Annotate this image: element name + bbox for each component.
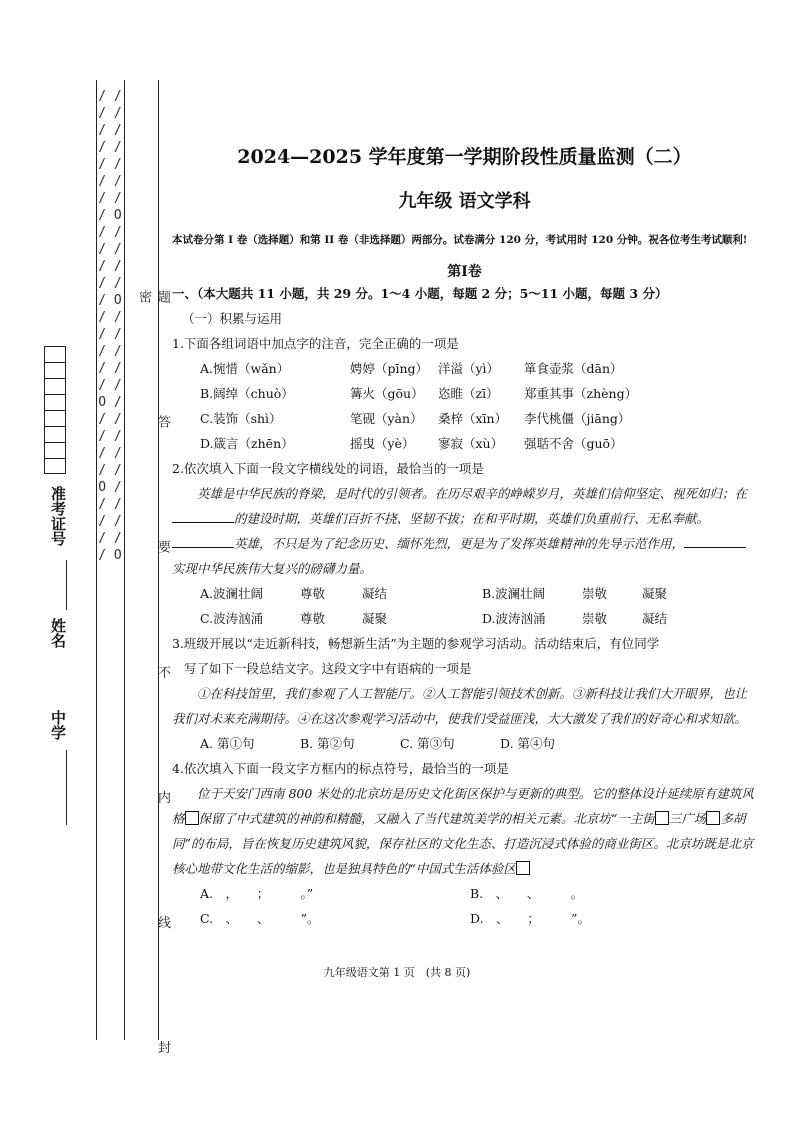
q4-option-c[interactable]: C. 、 、 ”。 [200, 911, 320, 926]
q1-option-row[interactable] [172, 431, 757, 456]
q1-option-cell: 强聒不舍（guō） [524, 436, 623, 451]
q1-option-cell: B.阔绰（chuò） [200, 386, 294, 401]
question-3-stem-line2: 写了如下一段总结文字。这段文字中有语病的一项是 [184, 661, 472, 676]
q1-option-cell: 箪食壶浆（dān） [524, 361, 623, 376]
q3-option-c[interactable]: C. 第③句 [400, 736, 455, 751]
q4-option-b[interactable]: B. 、 、 。 [470, 886, 584, 901]
question-4-passage: 位于天安门西南 800 米处的北京坊是历史文化街区保护与更新的典型。它的整体设计延续原有建筑风格 保留了中式建筑的神韵和精髓，又融入了当代建筑美学的相关元素。北京坊“一主街 三广场 多胡同”的布局，旨在恢复历史建筑风貌，保存社区的文化生态、打造沉浸式体验的商业街区。北京坊既是北京核心地带文化生活的缩影，也是独具特色的“中国式生活体验区 [172, 786, 754, 876]
punct-box-3[interactable] [706, 811, 720, 825]
question-3-stem-line1: 3.班级开展以“走近新科技，畅想新生活”为主题的参观学习活动。活动结束后，有位同学 [172, 636, 660, 651]
q2-option-cell: D.波涛汹涌 [482, 611, 546, 626]
section-heading: 一、（本大题共 11 小题，共 29 分。1～4 小题，每题 2 分；5～11 小题，每题 3 分） [172, 286, 668, 301]
punct-box-2[interactable] [655, 811, 669, 825]
q1-option-cell: 郑重其事（zhèng） [524, 386, 638, 401]
question-1-stem: 1.下面各组词语中加点字的注音，完全正确的一项是 [172, 336, 459, 351]
question-2-stem: 2.依次填入下面一段文字横线处的词语，最恰当的一项是 [172, 461, 484, 476]
q2-option-cell: 尊敬 [300, 611, 326, 626]
blank-3[interactable] [684, 547, 746, 548]
exam-intro: 本试卷分第 I 卷（选择题）和第 II 卷（非选择题）两部分。试卷满分 120 分，考试用时 120 分钟。祝各位考生考试顺利! [172, 234, 748, 246]
question-4-options-row2 [172, 906, 757, 931]
question-1-options [172, 356, 757, 456]
q1-option-cell: 李代桃僵（jiāng） [524, 411, 631, 426]
q4-option-a[interactable]: A. ， ； 。” [200, 886, 314, 901]
q2-option-cell: C.波涛汹涌 [200, 611, 264, 626]
q2-option-cell: A.波澜壮阔 [200, 586, 264, 601]
q3-option-d[interactable]: D. 第④句 [500, 736, 556, 751]
page-footer: 九年级语文第 1 页 (共 8 页) [323, 966, 471, 979]
q4-option-d[interactable]: D. 、 ； ”。 [470, 911, 590, 926]
question-3-options [172, 731, 757, 756]
q3-option-b[interactable]: B. 第②句 [300, 736, 355, 751]
q1-option-cell: D.箴言（zhēn） [200, 436, 294, 451]
label-school: 中学 [49, 710, 67, 740]
binding-line-2 [124, 80, 125, 1040]
blank-1[interactable] [172, 522, 234, 523]
q1-option-cell: A.惋惜（wǎn） [200, 361, 290, 376]
question-2-passage: 英雄是中华民族的脊梁，是时代的引领者。在历尽艰辛的峥嵘岁月，英雄们信仰坚定、视死如归；在的建设时期，英雄们百折不挠、坚韧不拔；在和平时期，英雄们负重前行、无私奉献。英雄，不只是为了纪念历史、缅怀先烈，更是为了发挥英雄精神的先导示范作用，实现中华民族伟大复兴的磅礴力量。 [172, 486, 748, 576]
q2-option-cell: 崇敬 [582, 586, 608, 601]
q1-option-cell: 娉婷（pīng） [350, 361, 429, 376]
q1-option-cell: 桑梓（xīn） [438, 411, 508, 426]
question-3-passage: ①在科技馆里，我们参观了人工智能厅。②人工智能引领技术创新。③新科技让我们大开眼界，也让我们对未来充满期待。④在这次参观学习活动中，使我们受益匪浅，大大激发了我们的好奇心和求知欲。 [172, 686, 748, 726]
volume-heading: 第Ⅰ卷 [447, 264, 482, 280]
question-2-options [172, 581, 757, 631]
q2-option-cell: 凝聚 [642, 586, 668, 601]
q1-option-cell: 摇曳（yè） [350, 436, 415, 451]
label-candidate-id: 准考证号 [49, 486, 67, 546]
q1-option-cell: C.装饰（shì） [200, 411, 282, 426]
label-name: 姓名 [49, 618, 67, 648]
q2-option-row[interactable] [172, 581, 757, 606]
exam-subtitle: 九年级 语文学科 [398, 191, 531, 212]
binding-warning-text: 题 答 要 不 内 线 封 密 [136, 290, 170, 1108]
q1-option-cell: 洋溢（yì） [438, 361, 500, 376]
q2-option-cell: 凝结 [642, 611, 668, 626]
punct-box-4[interactable] [516, 861, 530, 875]
exam-title: 2024—2025 学年度第一学期阶段性质量监测（二） [237, 146, 692, 168]
q1-option-row[interactable] [172, 356, 757, 381]
blank-2[interactable] [172, 547, 234, 548]
binding-slash-column-outer: / / / / / / / / / / / / / / / O / / / / / / / / / O / / / / / / / / / / O / / / / / / / / / O / / / / / / / / O [98, 89, 122, 563]
q1-option-cell: 寥寂（xù） [438, 436, 504, 451]
question-4-stem: 4.依次填入下面一段文字方框内的标点符号，最恰当的一项是 [172, 761, 509, 776]
q2-option-cell: 尊敬 [300, 586, 326, 601]
candidate-id-boxes[interactable] [44, 346, 66, 474]
q2-option-row[interactable] [172, 606, 757, 631]
q1-option-cell: 篝火（gōu） [350, 386, 424, 401]
q2-option-cell: 凝聚 [362, 611, 388, 626]
q1-option-cell: 笔砚（yàn） [350, 411, 423, 426]
q2-option-cell: B.波澜壮阔 [482, 586, 546, 601]
subsection-heading: （一）积累与运用 [182, 311, 283, 326]
name-underline[interactable] [66, 560, 67, 610]
punct-box-1[interactable] [185, 811, 199, 825]
q1-option-row[interactable] [172, 406, 757, 431]
question-4-options-row1 [172, 881, 757, 906]
exam-content [172, 142, 757, 931]
q2-option-cell: 崇敬 [582, 611, 608, 626]
q2-option-cell: 凝结 [362, 586, 388, 601]
q3-option-a[interactable]: A. 第①句 [200, 736, 255, 751]
school-underline[interactable] [66, 750, 67, 825]
q1-option-row[interactable] [172, 381, 757, 406]
binding-line-1 [96, 80, 97, 1040]
q1-option-cell: 恣睢（zī） [438, 386, 499, 401]
